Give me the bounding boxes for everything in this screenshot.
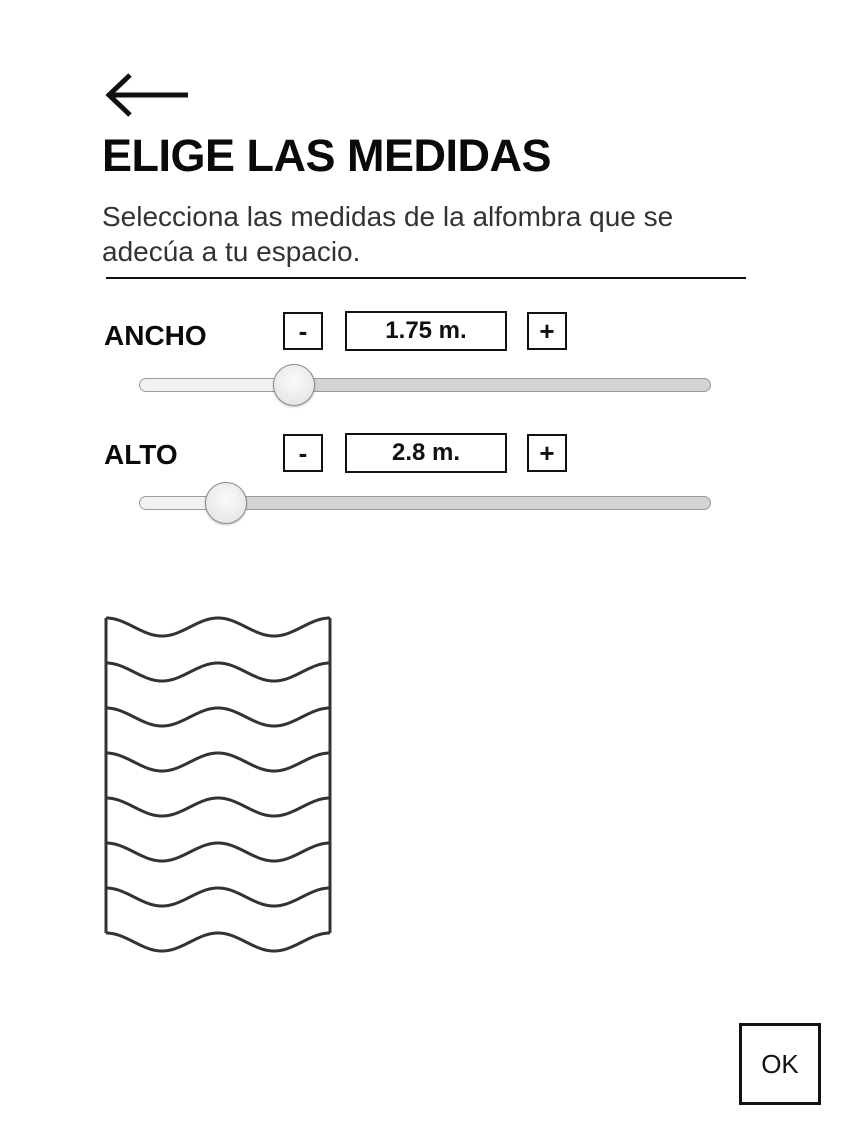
rug-wave-line — [106, 888, 330, 906]
page-subtitle: Selecciona las medidas de la alfombra que se adecúa a tu espacio. — [102, 201, 674, 267]
arrow-left-icon — [104, 72, 190, 118]
rug-wave-line — [106, 708, 330, 726]
width-slider-fill — [140, 379, 294, 391]
width-slider[interactable] — [139, 378, 711, 392]
rug-wave-line — [106, 663, 330, 681]
width-increment-button[interactable]: + — [527, 312, 567, 350]
rug-wave-line — [106, 798, 330, 816]
height-increment-button[interactable]: + — [527, 434, 567, 472]
height-value-field[interactable]: 2.8 m. — [345, 433, 507, 473]
height-slider-thumb[interactable] — [205, 482, 247, 524]
back-button[interactable] — [104, 72, 190, 118]
width-slider-thumb[interactable] — [273, 364, 315, 406]
ok-button[interactable]: OK — [739, 1023, 821, 1105]
width-label: ANCHO — [104, 320, 207, 351]
rug-preview — [104, 608, 334, 958]
height-slider[interactable] — [139, 496, 711, 510]
height-label: ALTO — [104, 439, 178, 470]
page-title: ELIGE LAS MEDIDAS — [102, 130, 552, 181]
rug-wave-line — [106, 843, 330, 861]
divider — [106, 277, 746, 279]
wavy-rug-pattern-icon — [104, 608, 334, 958]
rug-wave-line — [106, 933, 330, 951]
width-value-field[interactable]: 1.75 m. — [345, 311, 507, 351]
rug-wave-line — [106, 753, 330, 771]
rug-wave-line — [106, 618, 330, 636]
width-decrement-button[interactable]: - — [283, 312, 323, 350]
height-decrement-button[interactable]: - — [283, 434, 323, 472]
